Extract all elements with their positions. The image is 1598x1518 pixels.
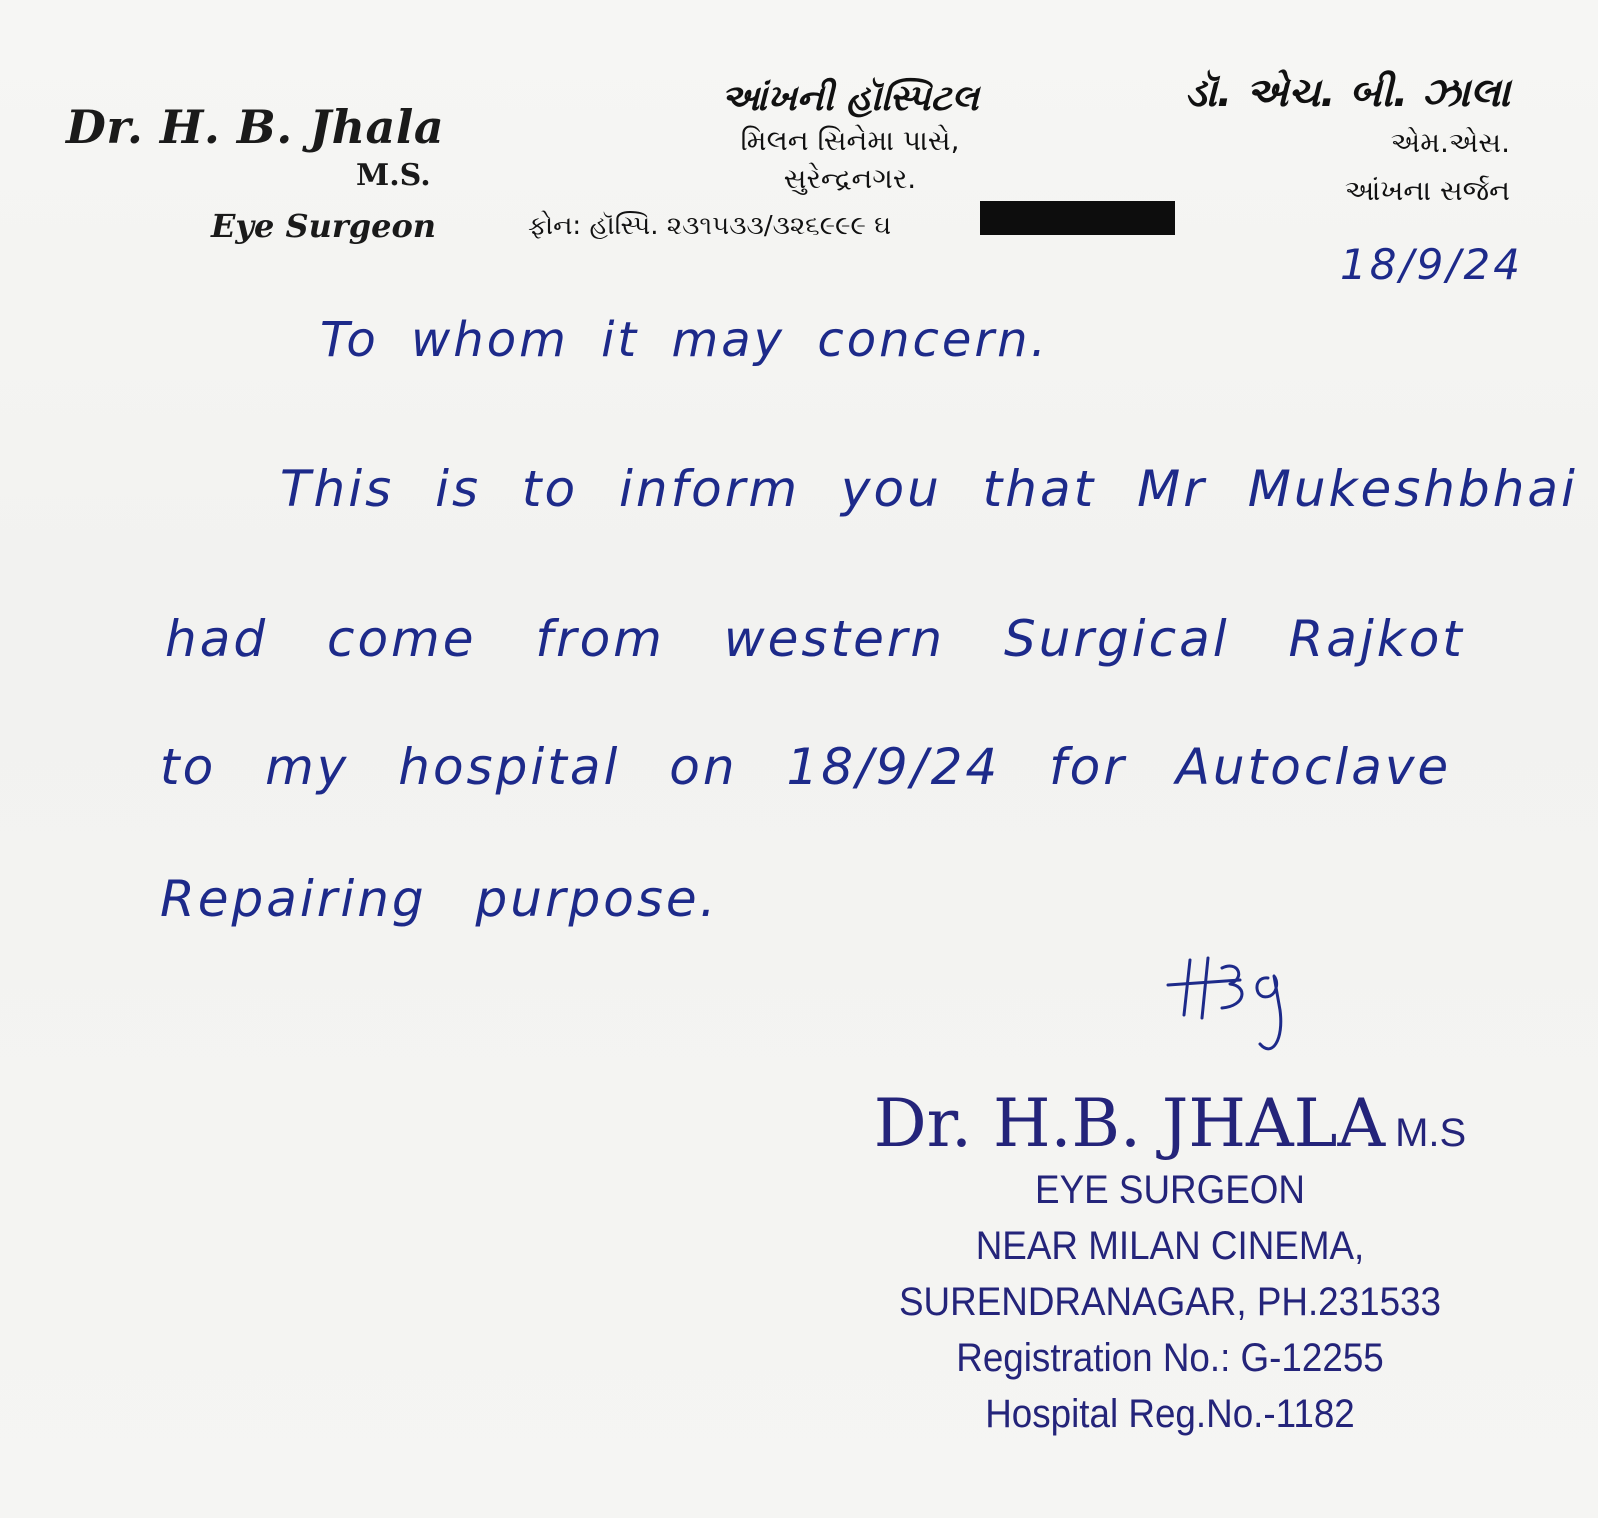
stamp-address-2: SURENDRANAGAR, PH.231533 [899, 1280, 1441, 1324]
stamp-degree: M.S [1395, 1111, 1467, 1155]
doctor-stamp [870, 1085, 1470, 1442]
doctor-title-gujarati: આંખના સર્જન [1344, 174, 1510, 207]
letterhead-hospital [520, 78, 1180, 196]
stamp-address-1: NEAR MILAN CINEMA, [975, 1224, 1365, 1268]
hospital-address: મિલન સિનેમા પાસે, [740, 124, 960, 157]
stamp-title: EYE SURGEON [1035, 1168, 1305, 1212]
stamp-hospital-reg: Hospital Reg.No.-1182 [985, 1392, 1355, 1436]
doctor-degree: M.S. [356, 158, 431, 193]
hospital-city: સુરેન્દ્રનગર. [783, 162, 917, 195]
letterhead-english [66, 100, 446, 245]
body-line: Repairing purpose. [160, 870, 719, 928]
doctor-title: Eye Surgeon [211, 207, 437, 245]
hospital-phone: ફોન: હૉસ્પિ. ૨૩૧૫૩૩/૩૨૬૯૯૯ ઘ [528, 211, 892, 241]
body-line: This is to inform you that Mr Mukeshbhai [280, 460, 1578, 518]
body-line: to my hospital on 18/9/24 for Autoclave [160, 738, 1452, 796]
salutation: To whom it may concern. [320, 312, 1049, 368]
signature-mark [1160, 940, 1340, 1060]
handwritten-date: 18/9/24 [1340, 240, 1523, 289]
doctor-name-gujarati: ડૉ. એચ. બી. ઝાલા [1184, 70, 1510, 116]
body-line: had come from western Surgical Rajkot [165, 610, 1465, 668]
stamp-name-row [870, 1085, 1470, 1162]
hospital-name: આંખની હૉસ્પિટલ [721, 78, 979, 119]
letterhead-gujarati [1110, 70, 1510, 208]
doctor-degree-gujarati: એમ.એસ. [1390, 126, 1510, 159]
doctor-name: Dr. H. B. Jhala [66, 100, 445, 154]
stamp-registration: Registration No.: G-12255 [956, 1336, 1384, 1380]
stamp-name: Dr. H.B. JHALA [873, 1085, 1386, 1162]
